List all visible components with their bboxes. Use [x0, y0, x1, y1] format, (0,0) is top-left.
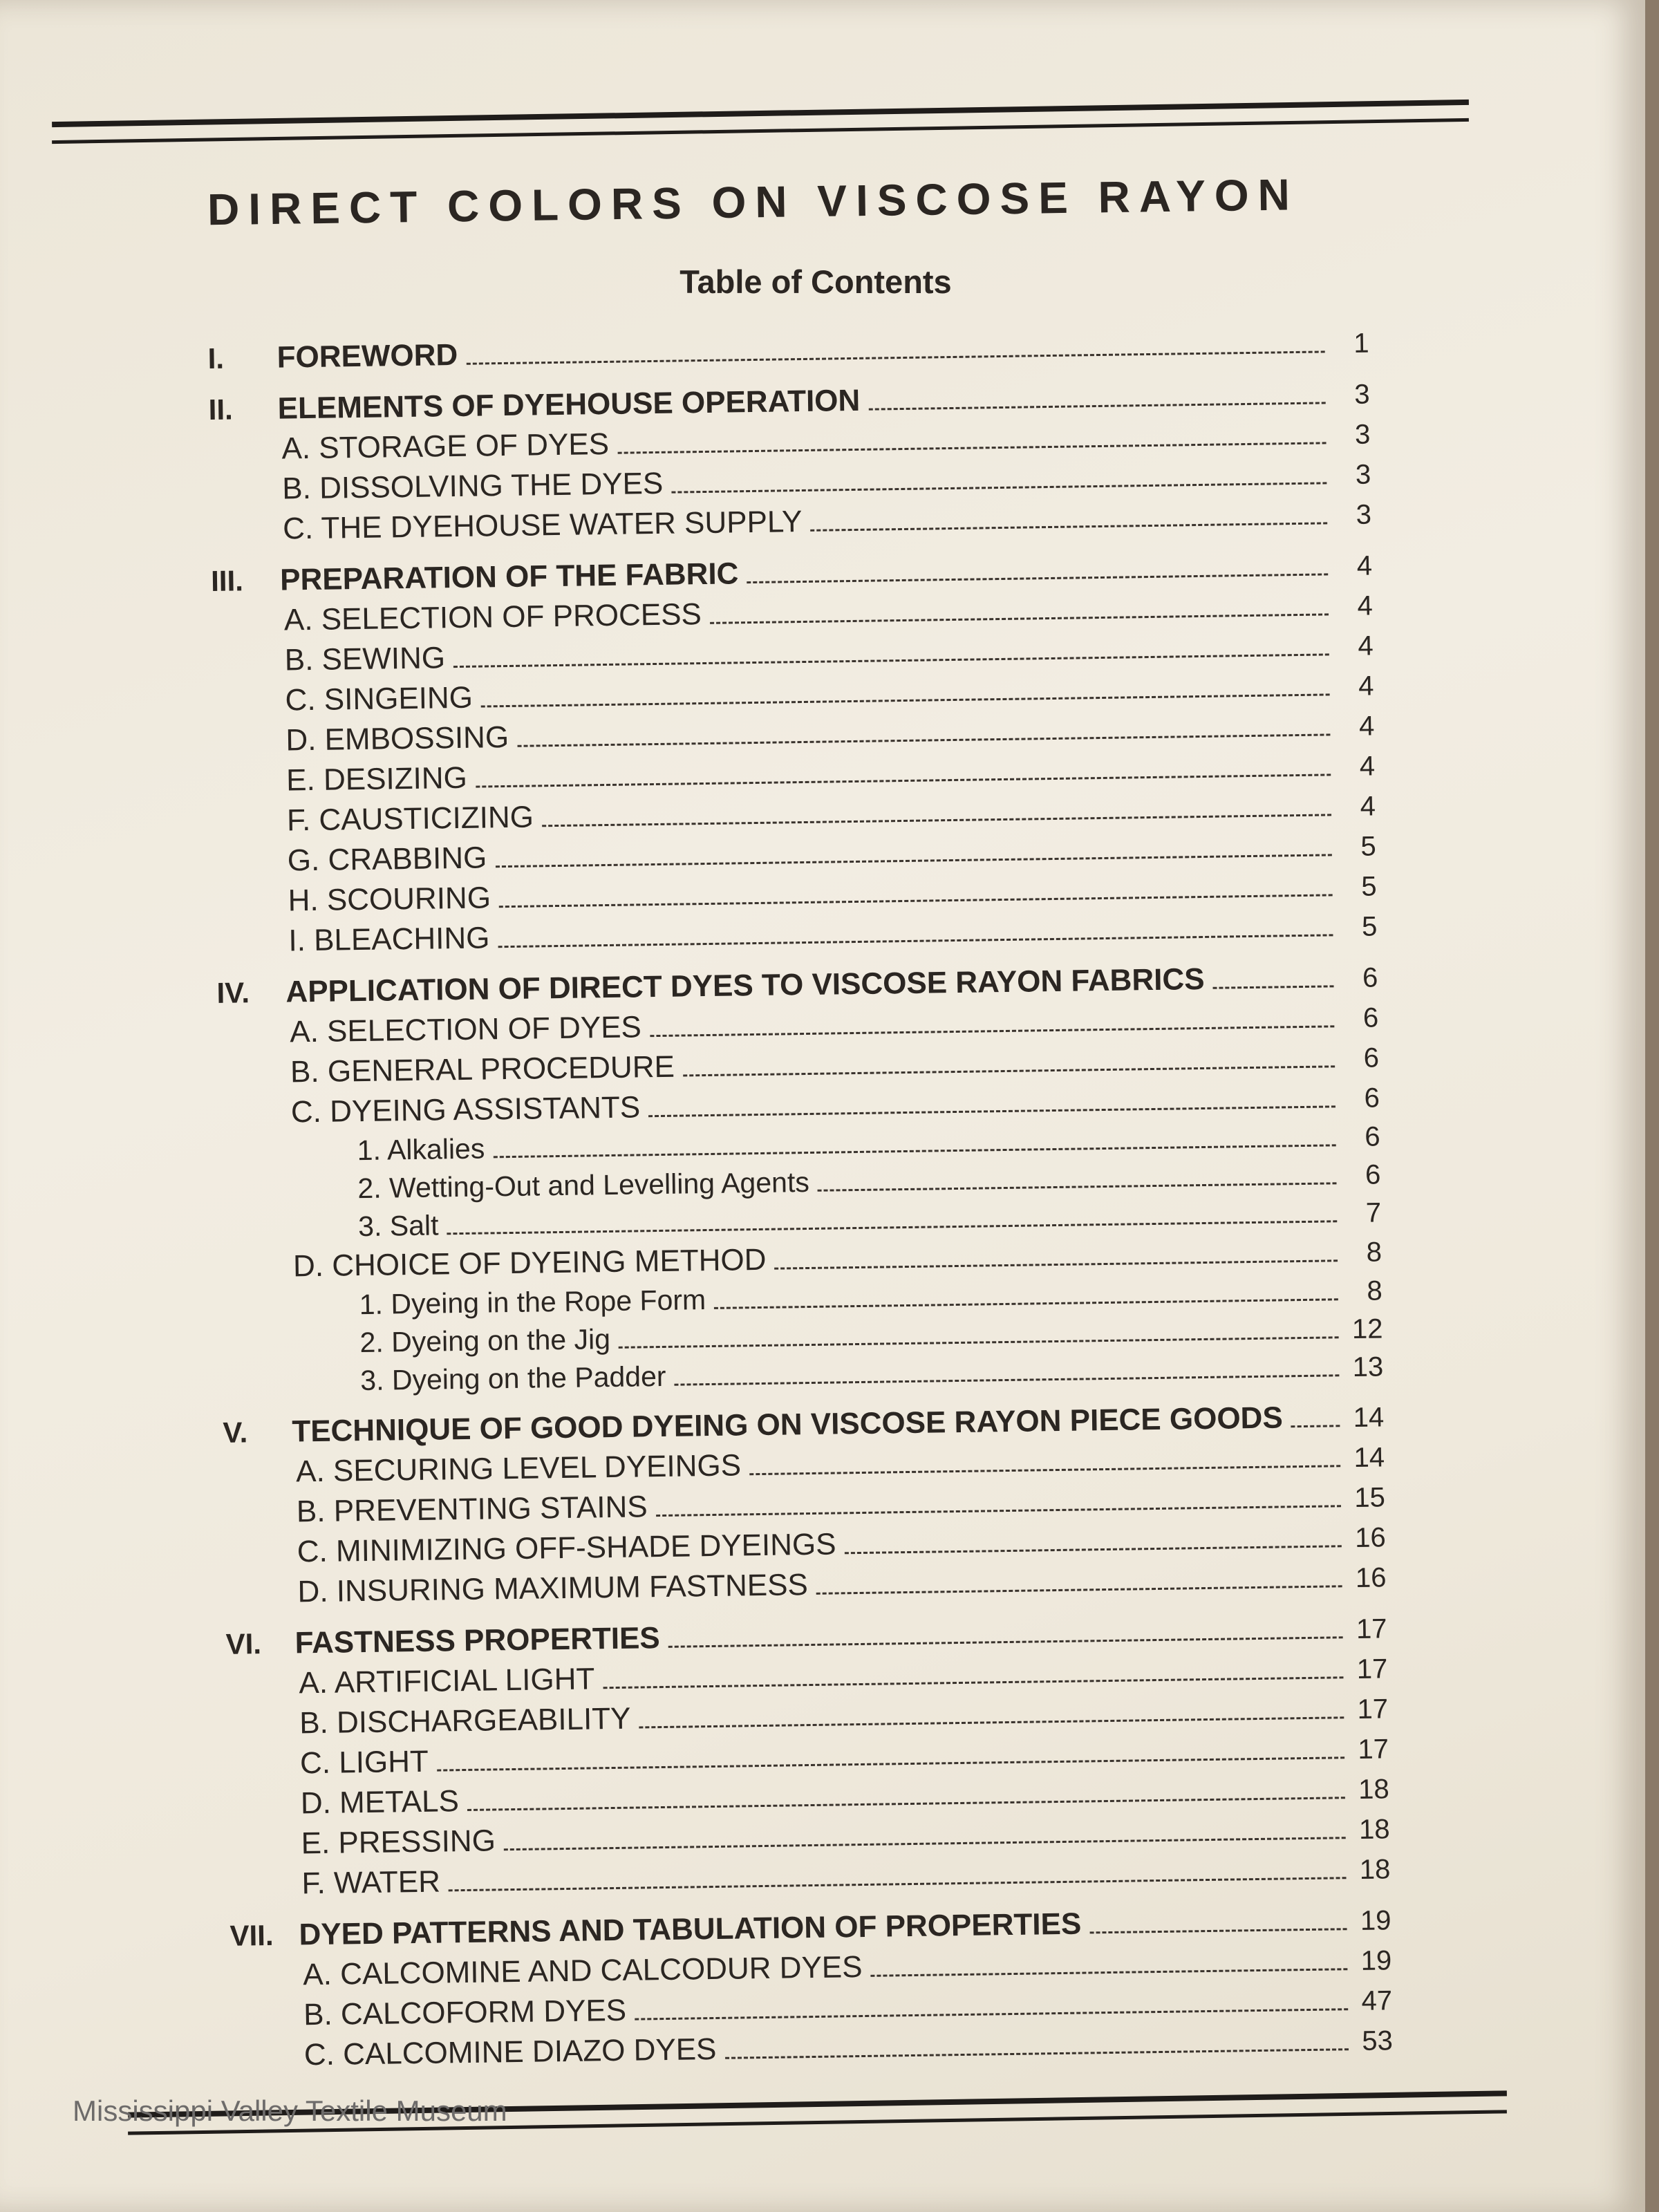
entry-title: C. DYEING ASSISTANTS [290, 1090, 641, 1130]
page-number: 6 [1365, 1159, 1381, 1190]
dot-leader [453, 653, 1329, 668]
page-number: 3 [1355, 459, 1371, 490]
entry-title: B. DISSOLVING THE DYES [281, 466, 664, 506]
page-number: 1 [1353, 328, 1369, 359]
dot-leader [517, 733, 1330, 747]
page-number: 3 [1356, 499, 1372, 530]
entry-title: 2. Dyeing on the Jig [359, 1323, 611, 1359]
entry-title: F. CAUSTICIZING [286, 800, 534, 838]
dot-leader [481, 693, 1330, 707]
section-title: PREPARATION OF THE FABRIC [279, 556, 739, 597]
page-number: 3 [1354, 379, 1370, 410]
entry-title: E. PRESSING [301, 1824, 496, 1861]
entry-title: D. CHOICE OF DYEING METHOD [292, 1242, 767, 1284]
page-number: 4 [1357, 590, 1374, 621]
entry-title: B. SEWING [284, 641, 446, 677]
entry-title: A. CALCOMINE AND CALCODUR DYES [302, 1950, 863, 1992]
entry-title: H. SCOURING [288, 881, 491, 918]
entry-title: A. SELECTION OF PROCESS [283, 597, 702, 637]
watermark: Mississippi Valley Textile Museum [73, 2094, 507, 2127]
dot-leader [639, 1716, 1344, 1728]
dot-leader [1089, 1928, 1347, 1933]
dot-leader [542, 814, 1331, 827]
dot-leader [648, 1105, 1335, 1117]
table-of-contents [207, 309, 1393, 2079]
page-number: 17 [1356, 1613, 1387, 1644]
dot-leader [617, 442, 1326, 453]
entry-title: C. LIGHT [299, 1744, 429, 1781]
page-number: 6 [1364, 1082, 1380, 1114]
dot-leader [449, 1877, 1346, 1891]
entry-title: D. METALS [300, 1784, 460, 1821]
page-number: 4 [1359, 751, 1376, 782]
page-number: 6 [1365, 1121, 1380, 1152]
dot-leader [656, 1505, 1341, 1517]
entry-title: A. SECURING LEVEL DYEINGS [295, 1448, 742, 1489]
section-number: VII. [229, 1918, 274, 1952]
entry-title: C. CALCOMINE DIAZO DYES [303, 2032, 717, 2072]
page-number: 7 [1365, 1197, 1382, 1228]
entry-title: D. INSURING MAXIMUM FASTNESS [297, 1568, 809, 1609]
page-number: 3 [1354, 419, 1371, 450]
page-number: 8 [1367, 1275, 1382, 1306]
section-number: V. [223, 1416, 248, 1449]
entry-title: I. BLEACHING [288, 921, 490, 958]
entry-title: 3. Dyeing on the Padder [360, 1360, 666, 1397]
entry-title: E. DESIZING [285, 760, 468, 798]
page-number: 17 [1357, 1694, 1389, 1725]
dot-leader [437, 1756, 1344, 1771]
page-number: 4 [1358, 671, 1374, 702]
dot-leader [818, 1182, 1337, 1191]
page-number: 19 [1360, 1945, 1392, 1976]
entry-title: A. SELECTION OF DYES [289, 1010, 642, 1049]
dot-leader [868, 402, 1325, 410]
page-number: 6 [1362, 1002, 1379, 1033]
page-number: 14 [1353, 1402, 1385, 1434]
dot-leader [671, 482, 1327, 493]
page-number: 14 [1353, 1442, 1385, 1474]
section-number: III. [210, 564, 244, 597]
page-number: 17 [1356, 1653, 1388, 1685]
entry-title: F. WATER [301, 1864, 441, 1901]
entry-title: C. MINIMIZING OFF-SHADE DYEINGS [297, 1527, 836, 1569]
dot-leader [650, 1025, 1334, 1037]
section-title: FASTNESS PROPERTIES [294, 1621, 661, 1660]
dot-leader [675, 1374, 1340, 1385]
dot-leader [775, 1259, 1338, 1269]
page-number: 53 [1362, 2025, 1394, 2056]
entry-title: B. GENERAL PROCEDURE [290, 1049, 675, 1089]
dot-leader [871, 1968, 1348, 1977]
entry-title: B. DISCHARGEABILITY [299, 1701, 631, 1741]
toc-heading: Table of Contents [679, 263, 952, 300]
dot-leader [635, 2008, 1348, 2020]
dot-leader [845, 1545, 1342, 1554]
page-number: 4 [1358, 711, 1375, 742]
dot-leader [495, 854, 1331, 868]
page-number: 16 [1355, 1562, 1387, 1593]
section-number: IV. [216, 976, 250, 1009]
page-number: 13 [1352, 1351, 1384, 1383]
dot-leader [1213, 985, 1334, 988]
section-title: ELEMENTS OF DYEHOUSE OPERATION [277, 383, 861, 426]
page-number: 47 [1361, 1985, 1393, 2016]
dot-leader [493, 1144, 1335, 1158]
dot-leader [619, 1336, 1339, 1349]
dot-leader [725, 2048, 1349, 2059]
dot-leader [603, 1676, 1343, 1689]
page-number: 6 [1362, 962, 1378, 993]
dot-leader [1291, 1425, 1340, 1427]
section-title: DYED PATTERNS AND TABULATION OF PROPERTIES [299, 1906, 1082, 1952]
dot-leader [504, 1837, 1346, 1850]
section-title: FOREWORD [276, 337, 458, 375]
page-number: 8 [1366, 1237, 1382, 1268]
page-number: 4 [1360, 791, 1376, 822]
entry-title: D. EMBOSSING [285, 720, 509, 758]
page-number: 5 [1360, 831, 1377, 862]
entry-title: B. CALCOFORM DYES [303, 1993, 627, 2032]
entry-title: C. THE DYEHOUSE WATER SUPPLY [282, 505, 803, 546]
page-number: 16 [1354, 1522, 1386, 1553]
dot-leader [668, 1636, 1343, 1648]
dot-leader [498, 934, 1333, 948]
entry-title: 3. Salt [357, 1209, 439, 1243]
entry-title: C. SINGEING [285, 680, 474, 718]
entry-title: B. PREVENTING STAINS [296, 1490, 648, 1529]
page-number: 19 [1360, 1905, 1391, 1936]
dot-leader [683, 1065, 1335, 1076]
dot-leader [466, 350, 1324, 364]
page-number: 6 [1363, 1042, 1380, 1074]
page-number: 18 [1359, 1854, 1391, 1885]
page-number: 4 [1356, 550, 1373, 581]
entry-title: A. STORAGE OF DYES [281, 427, 610, 466]
section-title: TECHNIQUE OF GOOD DYEING ON VISCOSE RAYON PIECE GOODS [292, 1400, 1284, 1449]
section-number: VI. [225, 1627, 262, 1660]
page-number: 15 [1354, 1482, 1386, 1513]
entry-title: 1. Dyeing in the Rope Form [359, 1284, 706, 1321]
dot-leader [714, 1298, 1338, 1309]
page-number: 5 [1360, 871, 1377, 902]
page-number: 18 [1358, 1774, 1390, 1805]
dot-leader [499, 894, 1333, 908]
dot-leader [811, 522, 1328, 531]
entry-title: G. CRABBING [287, 841, 487, 878]
dot-leader [749, 1465, 1340, 1475]
entry-title: A. ARTIFICIAL LIGHT [299, 1662, 595, 1700]
dot-leader [467, 1797, 1345, 1811]
dot-leader [816, 1585, 1342, 1595]
dot-leader [747, 573, 1329, 583]
page-title: DIRECT COLORS ON VISCOSE RAYON [207, 169, 1300, 235]
page-number: 17 [1358, 1734, 1389, 1765]
page-number: 18 [1358, 1814, 1390, 1845]
dot-leader [710, 613, 1329, 624]
dot-leader [447, 1220, 1338, 1235]
section-title: APPLICATION OF DIRECT DYES TO VISCOSE RAYON FABRICS [285, 962, 1205, 1009]
section-number: I. [207, 341, 225, 375]
entry-title: 2. Wetting-Out and Levelling Agents [357, 1165, 810, 1205]
page-number: 5 [1361, 911, 1378, 942]
dot-leader [476, 774, 1331, 787]
page-number: 12 [1351, 1313, 1383, 1345]
toc-section-s1 [207, 326, 1369, 376]
section-number: II. [208, 393, 234, 426]
entry-title: 1. Alkalies [357, 1132, 485, 1167]
page-number: 4 [1358, 630, 1374, 662]
